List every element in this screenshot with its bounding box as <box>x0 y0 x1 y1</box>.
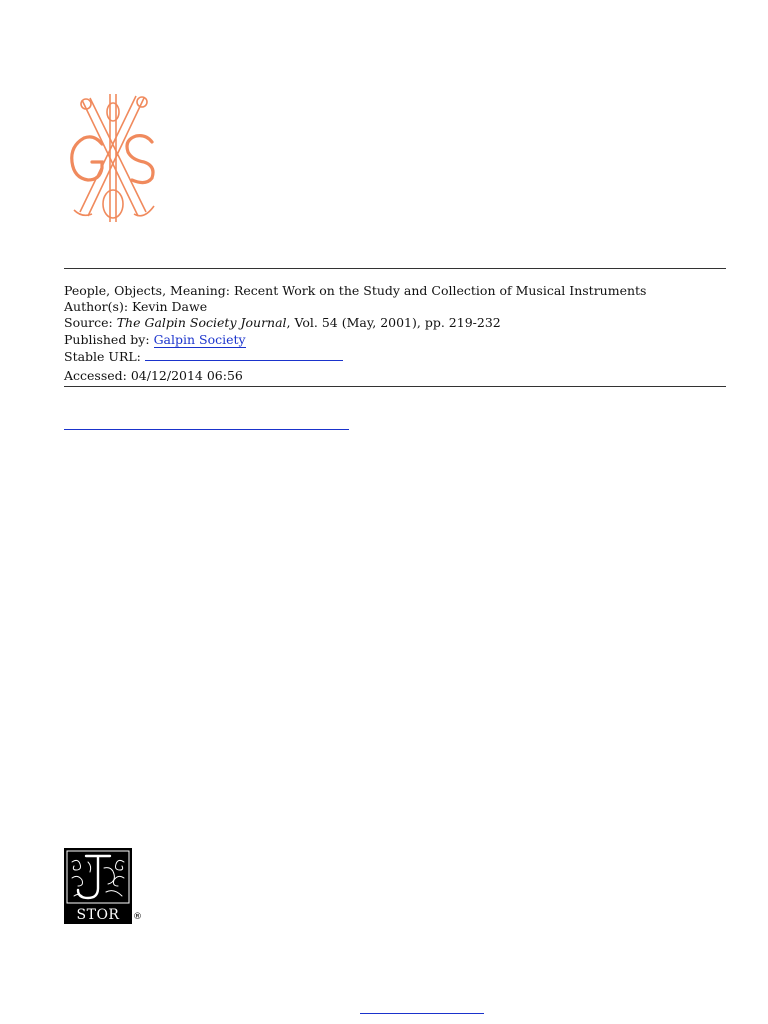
footer-link[interactable] <box>360 1013 484 1014</box>
stable-url-line <box>64 348 744 365</box>
author-line <box>64 299 744 315</box>
citation-block <box>64 283 744 384</box>
jstor-logo <box>64 848 132 924</box>
top-divider <box>64 268 726 269</box>
registered-mark: ® <box>133 912 142 922</box>
journal-title: The Galpin Society Journal <box>116 315 287 331</box>
publisher-link[interactable]: Galpin Society <box>153 331 246 347</box>
published-label: Published by: <box>64 331 150 347</box>
stable-url-link[interactable] <box>145 348 343 361</box>
publisher-line <box>64 332 744 348</box>
source-label: Source: <box>64 315 113 331</box>
bottom-divider <box>64 386 726 387</box>
author-label: Author(s): <box>64 299 129 315</box>
jstor-emblem <box>64 848 132 906</box>
galpin-society-logo <box>64 92 162 226</box>
author-name: Kevin Dawe <box>132 299 208 315</box>
jstor-wordmark: STOR <box>76 907 120 923</box>
stable-url-label: Stable URL: <box>64 348 141 364</box>
article-title: People, Objects, Meaning: Recent Work on the Study and Collection of Musical Instruments <box>64 283 647 298</box>
source-details: , Vol. 54 (May, 2001), pp. 219-232 <box>286 315 501 331</box>
terms-link[interactable] <box>64 429 349 430</box>
source-line <box>64 315 744 331</box>
accessed-line: Accessed: 04/12/2014 06:56 <box>64 368 243 384</box>
